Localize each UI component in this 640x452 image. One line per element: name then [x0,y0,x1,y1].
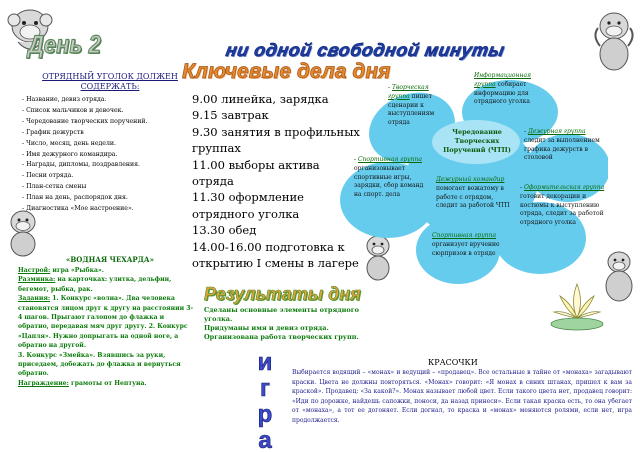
water-game-text [18,266,194,388]
list-item: - Список мальчиков и девочек. [22,106,192,117]
key-activities-title: Ключевые дела дня [182,60,391,83]
game-line: Настрой: игра «Рыбка». [18,267,104,274]
schedule-item: 9.15 завтрак [192,108,269,123]
list-item: - План на день, распорядок дня. [22,193,192,204]
petal-duty: - Дежурная группа следит за выполнением графика дежурств в столовой [524,128,600,162]
svg-text:и: и [257,349,273,376]
water-game-title: «ВОДНАЯ ЧЕХАРДА» [66,255,154,264]
game-line: 3. Конкурс «Змейка». Взявшись за руки, приседаем, добежать до флажка и вернуться обратно. [18,351,181,378]
schedule-item: 14.00-16.00 подготовка к открытию I смены в лагере [192,239,359,271]
slogan-title: ни одной свободной минуты [224,40,507,60]
petal-info: Информационная группа собирает информацию для отрядного уголка [474,72,532,106]
kraski-title: КРАСОЧКИ [428,358,478,367]
svg-text:г: г [260,375,270,402]
schedule-item: 9.00 линейка, зарядка [192,92,329,106]
svg-text:а: а [258,427,272,452]
list-item: - Награды, дипломы, поздравления. [22,160,192,171]
list-item: - График дежурств [22,128,192,139]
flower-center-label: Чередование Творческих Поручений (ЧТП) [443,128,511,154]
petal-design: - Оформительская группа готовит декорации и костюмы к выступлению отряда, следит за работой отрядного уголка [520,184,605,227]
corner-list [22,95,192,215]
result-item: Сделаны основные элементы отрядного уголка. [204,306,360,323]
schedule-item: 13.30 обед [192,223,257,238]
results-title: Результаты дня [204,284,361,304]
game-line: Награждение: грамоты от Нептуна. [18,379,147,387]
petal-creative: - Творческая группа пишет сценарии к выступлениям отряда [388,84,435,127]
list-item: - Название, девиз отряда. [22,95,192,106]
schedule-list [192,91,362,271]
list-item: - Число, месяц, день недели. [22,139,192,150]
game-line: Задания: 1. Конкурс «волна». Два человека становятся лицом друг к другу на расстоянии 3-4 шагов. Прыгают галопом до флажка и обратно, передавая мяч друг другу. 2. Конкурс «Цапля». Нужно допрыгать на одной ноге, а обратно на другой. [18,295,194,350]
petal-commander: Дежурный командир помогает вожатому в работе с отрядом, следит за работой ЧТП [436,176,510,210]
schedule-item: 11.00 выборы актива отряда [192,157,320,189]
corner-title: ОТРЯДНЫЙ УГОЛОК ДОЛЖЕН СОДЕРЖАТЬ: [42,72,178,91]
petal-sport: - Спортивная группа организовывает спортивные игры, зарядки, сбор команд на спорт. дела [354,156,424,199]
list-item: - Песни отряда. [22,171,192,182]
result-item: Придуманы имя и девиз отряда. [204,324,329,332]
list-item: - Чередование творческих поручений. [22,117,192,128]
kraski-text: Выбирается водящий – «монах» и ведущий – «продавец». Все остальные в тайне от «монаха» загадывают краски. Цвета не должны повторяться. «Монах» говорит: «Я монах в синих штанах, пришел к вам за краской». Продавец: «За какой?». Монах называет любой цвет. Если такого цвета нет, продавец говорит: «Иди по дорожке, найдешь сапожки, поноси, да назад принеси». Если такая краска есть, то она убегает от «монаха», а тот ее догоняет. Если догнал, то краска и «монах» меняются ролями, если нет, игра продолжается. [292,369,632,424]
schedule-item: 9.30 занятия в профильных группах [192,124,360,156]
list-item: - Диагностика «Мое настроение». [22,204,192,215]
list-item: - Имя дежурного командира. [22,150,192,161]
results-list [204,306,364,342]
monkey-top-right-icon [588,6,640,76]
result-item: Организована работа творческих групп. [204,333,359,341]
game-line: Разминка: на карточках: улитка, дельфин, бегемот, рыбка, рак. [18,276,172,293]
game-vertical-title [248,346,282,452]
schedule-item: 11.30 оформление отрядного уголка [192,190,304,221]
petal-sport-2: Спортивная группа организует вручение сюрпризов в отряде [432,232,500,257]
list-item: - План-сетка смены [22,182,192,193]
day-title: День 2 [28,30,101,59]
svg-text:р: р [257,401,273,428]
